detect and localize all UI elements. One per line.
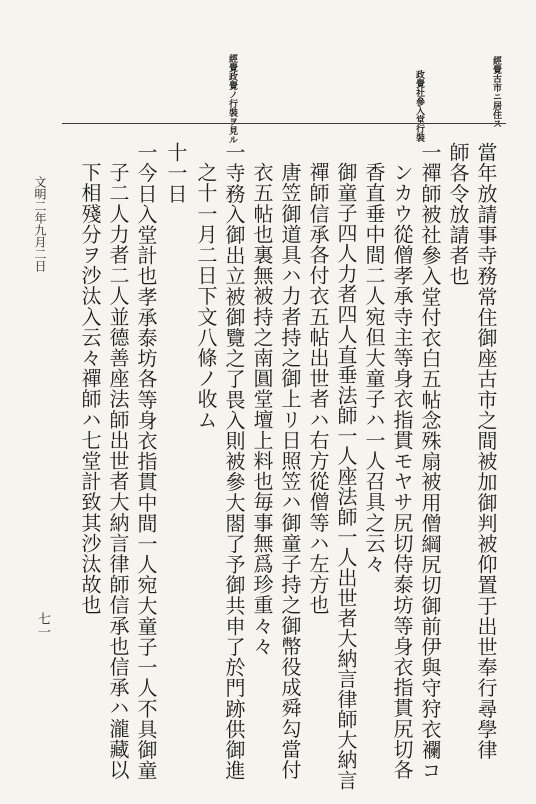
text-column: 當年放請事寺務常住御座古市之間被加御判被仰置于出世奉行尋學律 (474, 142, 498, 760)
document-date: 文明二年九月二日 (33, 176, 47, 272)
header-rule (62, 123, 506, 124)
margin-note: 政覺社參入堂行裝 (414, 70, 424, 142)
margin-note: 經覺政覺ノ行裝ヲ見ル (227, 54, 237, 144)
text-column: ンカウ從僧孝承寺主等身衣指貫モヤサ尻切侍泰坊等身衣指貫尻切各 (390, 162, 414, 780)
text-column: 一禪師被社參入堂付衣白五帖念殊扇被用僧綱尻切御前伊與守狩衣襴コ (418, 142, 442, 781)
text-column: 之十一月二日下文八條ノ收ム (194, 162, 218, 430)
text-column: 唐笠御道具ハ力者持之御上リ日照笠ハ御童子持之御幣役成舜勾當付 (278, 162, 302, 780)
page-number: 七一 (35, 612, 50, 638)
text-column: 一寺務入御出立被御覽之了畏入則被參大閤了予御共申了於門跡供御進 (222, 142, 246, 781)
text-column: 御童子四人力者四人直垂法師一人座法師一人出世者大納言律師大納言 (334, 162, 358, 790)
text-column: 一今日入堂計也孝承泰坊各等身衣指貫中間一人宛大童子一人不具御童 (134, 142, 158, 781)
text-column: 下相殘分ヲ沙汰入云々禪師ハ七堂計致其沙汰故也 (78, 162, 102, 616)
margin-note: 經覺古市ニ居住ス (491, 56, 501, 128)
text-column: 師各令放請者也 (446, 142, 470, 287)
text-column: 衣五帖也裏無被持之南圓堂壇上料也毎事無爲珍重々々 (250, 162, 274, 657)
section-heading: 十一日 (164, 142, 188, 204)
text-column: 禪師信承各付衣五帖出世者ハ右方從僧等ハ左方也 (306, 162, 330, 616)
text-column: 香直垂中間二人宛但大童子ハ一人召具之云々 (362, 162, 386, 574)
text-column: 子二人力者二人並德善座法師出世者大納言律師信承也信承ハ瀧藏以 (106, 162, 130, 780)
